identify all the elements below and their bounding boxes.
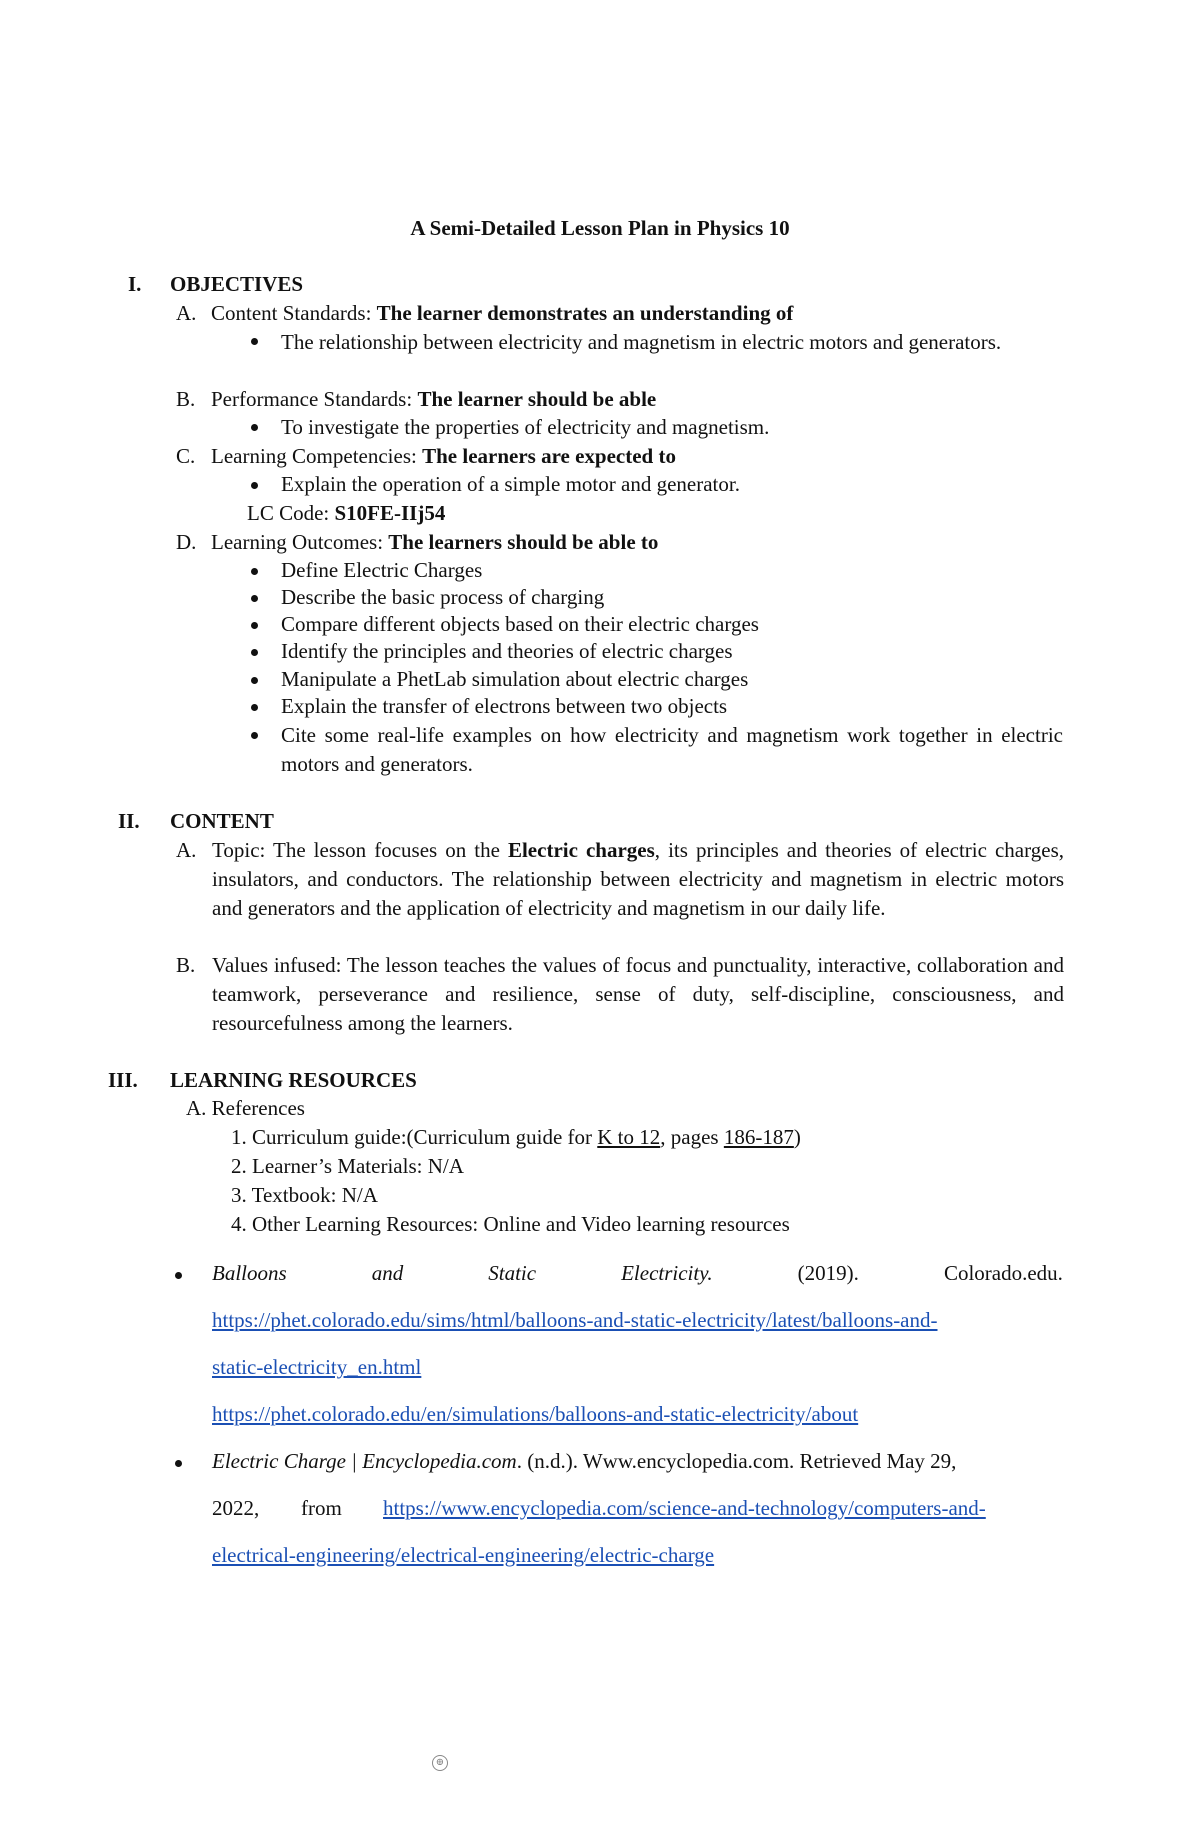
outcome-item: Manipulate a PhetLab simulation about electric charges [281, 667, 749, 691]
reference-1-mid: , pages [660, 1125, 724, 1149]
citation-2-year: 2022, [212, 1496, 260, 1520]
reference-1-post: ) [793, 1125, 801, 1149]
lc-code-line [247, 501, 445, 526]
objective-d-bold: The learners should be able to [388, 530, 659, 554]
content-a-bold: Electric charges [507, 838, 655, 862]
lc-code-value: S10FE-IIj54 [334, 501, 446, 525]
objective-d-label: Learning Outcomes: [211, 530, 389, 554]
citation-2-url-line-2[interactable]: electrical-engineering/electrical-engineering/electric-charge [212, 1543, 715, 1567]
citation-1-site: Colorado.edu. [943, 1261, 1063, 1285]
content-b-text: Values infused: The lesson teaches the values of focus and punctuality, interactive, collaboration and teamwork, perseverance and resilience, sense of duty, self-discipline, consciousness, and resourcefulness among the learners. [212, 953, 1064, 1035]
outcome-item: Compare different objects based on their electric charges [281, 612, 759, 636]
bullet-icon [251, 568, 258, 575]
bullet-icon [251, 482, 258, 489]
bullet-icon [251, 338, 258, 345]
references-heading: A. References [186, 1096, 305, 1120]
citation-2-from: from [301, 1496, 342, 1520]
bullet-icon [251, 677, 258, 684]
objective-b-letter: B. [176, 387, 196, 411]
citation-1-url-line-1[interactable]: https://phet.colorado.edu/sims/html/balloons-and-static-electricity/latest/balloons-and- [212, 1308, 938, 1332]
section-2-title: CONTENT [170, 809, 274, 833]
outcome-item: Describe the basic process of charging [281, 585, 605, 609]
objective-c-bullet: Explain the operation of a simple motor and generator. [281, 472, 740, 496]
bullet-icon [251, 732, 258, 739]
citation-1-url-line-2[interactable]: static-electricity_en.html [212, 1355, 422, 1379]
bullet-icon [251, 622, 258, 629]
citation-2-title: Electric Charge | Encyclopedia.com [212, 1449, 517, 1473]
bullet-icon [251, 649, 258, 656]
outcome-item: Define Electric Charges [281, 558, 483, 582]
bullet-icon [251, 595, 258, 602]
lc-code-label: LC Code: [247, 501, 335, 525]
section-3-title: LEARNING RESOURCES [170, 1068, 417, 1092]
objective-c-letter: C. [176, 444, 196, 468]
k12-link[interactable]: K to 12 [597, 1125, 661, 1149]
bullet-icon [175, 1272, 182, 1279]
content-a-pre: Topic: The lesson focuses on the [212, 838, 508, 862]
objective-a-label: Content Standards: [211, 301, 377, 325]
objective-b-bullet: To investigate the properties of electricity and magnetism. [281, 415, 770, 439]
citation-1-year: (2019). [797, 1261, 859, 1285]
page-footer-icon: ⊕ [432, 1755, 448, 1771]
objective-c-label: Learning Competencies: [211, 444, 423, 468]
reference-item-2: 2. Learner’s Materials: N/A [231, 1154, 464, 1178]
reference-item-3: 3. Textbook: N/A [231, 1183, 378, 1207]
content-a-letter: A. [176, 838, 197, 862]
outcome-item: Cite some real-life examples on how electricity and magnetism work together in electric motors and generators. [281, 723, 1063, 776]
citation-2-url-line-1[interactable]: https://www.encyclopedia.com/science-and-technology/computers-and- [383, 1496, 986, 1520]
objective-b-bold: The learner should be able [417, 387, 657, 411]
objective-d-line [211, 530, 658, 555]
objective-b-line [211, 387, 656, 412]
content-b-letter: B. [176, 953, 196, 977]
citation-2-line-1 [212, 1449, 1063, 1474]
section-2-number: II. [118, 809, 140, 833]
citation-2-rest: . (n.d.). Www.encyclopedia.com. Retrieved May 29, [516, 1449, 957, 1473]
reference-1-pre: 1. Curriculum guide:(Curriculum guide for [231, 1125, 598, 1149]
objective-b-label: Performance Standards: [211, 387, 418, 411]
citation-1-word: Static [488, 1261, 537, 1285]
objective-c-bold: The learners are expected to [422, 444, 676, 468]
reference-item-4: 4. Other Learning Resources: Online and Video learning resources [231, 1212, 790, 1236]
objective-a-bullet: The relationship between electricity and magnetism in electric motors and generators. [281, 330, 1002, 354]
objective-a-bold: The learner demonstrates an understanding of [376, 301, 794, 325]
citation-1-word: and [371, 1261, 404, 1285]
bullet-icon [251, 704, 258, 711]
objective-d-letter: D. [176, 530, 197, 554]
content-a-text [212, 836, 1064, 923]
objective-c-line [211, 444, 676, 469]
section-1-title: OBJECTIVES [170, 272, 304, 296]
outcome-item: Explain the transfer of electrons between two objects [281, 694, 728, 718]
bullet-icon [175, 1460, 182, 1467]
bullet-icon [251, 424, 258, 431]
reference-item-1 [231, 1125, 801, 1150]
citation-1-url-2[interactable]: https://phet.colorado.edu/en/simulations/balloons-and-static-electricity/about [212, 1402, 859, 1426]
pages-link[interactable]: 186-187 [723, 1125, 794, 1149]
section-1-number: I. [128, 272, 142, 296]
objective-a-line [211, 301, 793, 326]
outcome-item: Identify the principles and theories of electric charges [281, 639, 733, 663]
page-title: A Semi-Detailed Lesson Plan in Physics 10 [410, 216, 790, 240]
citation-1-line [212, 1261, 1063, 1286]
citation-1-word: Balloons [212, 1261, 287, 1285]
section-3-number: III. [108, 1068, 138, 1092]
objective-a-letter: A. [176, 301, 197, 325]
content-a-post: , its principles and theories of electric charges, insulators, and conductors. The relationship between electricity and magnetism in electric motors and generators and the application of electricity and magnetism in our daily life. [212, 838, 1064, 920]
citation-1-word: Electricity. [621, 1261, 713, 1285]
